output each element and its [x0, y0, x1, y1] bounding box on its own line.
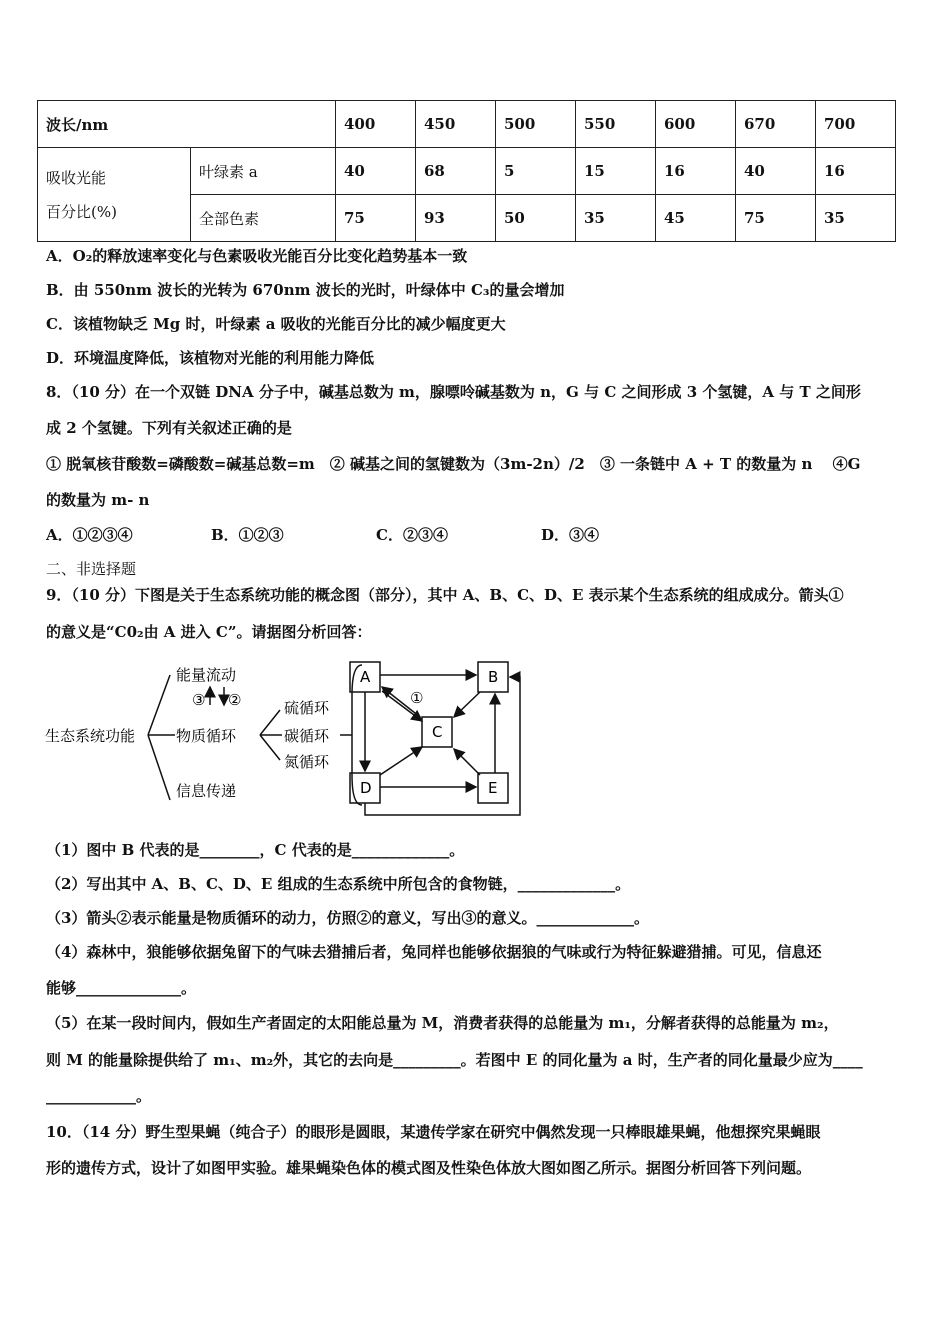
value-cell: 75 — [336, 195, 416, 242]
q9-sub5: 则 M 的能量除提供给了 m₁、m₂外，其它的去向是_________。若图中 E 的同化量为 a 时，生产者的同化量最少应为____ — [46, 1051, 863, 1069]
q8-option-a: A．①②③④ — [46, 526, 133, 544]
q9-stem: 9．（10 分）下图是关于生态系统功能的概念图（部分），其中 A、B、C、D、E 表示某个生态系统的组成成分。箭头① — [46, 586, 844, 604]
node-a: A — [360, 668, 371, 686]
node-d: D — [360, 779, 372, 797]
wavelength-cell: 450 — [416, 101, 496, 148]
value-cell: 15 — [576, 148, 656, 195]
q7-option-b: B．由 550nm 波长的光转为 670nm 波长的光时，叶绿体中 C₃的量会增加 — [46, 281, 565, 299]
wavelength-cell: 700 — [816, 101, 896, 148]
q8-stem: 成 2 个氢键。下列有关叙述正确的是 — [46, 419, 292, 437]
diagram-matter: 物质循环 — [176, 727, 237, 745]
q10-stem: 形的遗传方式，设计了如图甲实验。雄果蝇染色体的模式图及性染色体放大图如图乙所示。据图分析回答下列问题。 — [46, 1159, 812, 1177]
header-label: 波长/nm — [38, 101, 336, 148]
value-cell: 16 — [656, 148, 736, 195]
q9-sub4: 能够______________。 — [46, 979, 197, 997]
q7-option-c: C．该植物缺乏 Mg 时，叶绿素 a 吸收的光能百分比的减少幅度更大 — [46, 315, 506, 333]
diagram-arrow1: ① — [410, 689, 424, 707]
wavelength-cell: 500 — [496, 101, 576, 148]
wavelength-cell: 400 — [336, 101, 416, 148]
diagram-arrow2: ② — [228, 691, 242, 709]
value-cell: 45 — [656, 195, 736, 242]
absorption-table — [37, 100, 896, 242]
node-c: C — [432, 723, 443, 741]
q9-stem: 的意义是“C0₂由 A 进入 C”。请据图分析回答： — [46, 623, 372, 641]
row-label: 全部色素 — [191, 195, 336, 242]
value-cell: 50 — [496, 195, 576, 242]
value-cell: 40 — [336, 148, 416, 195]
q10-stem: 10．（14 分）野生型果蝇（纯合子）的眼形是圆眼，某遗传学家在研究中偶然发现一只棒眼雄果蝇，他想探究果蝇眼 — [46, 1123, 821, 1141]
q8-option-b: B．①②③ — [211, 526, 284, 544]
ecosystem-concept-diagram — [40, 655, 530, 823]
q9-sub4: （4）森林中，狼能够依据兔留下的气味去猎捕后者，兔同样也能够依据狼的气味或行为特征躲避猎捕。可见，信息还 — [46, 943, 822, 961]
section-heading: 二、非选择题 — [46, 560, 137, 578]
q9-sub2: （2）写出其中 A、B、C、D、E 组成的生态系统中所包含的食物链，_____________。 — [46, 875, 631, 893]
q9-sub1: （1）图中 B 代表的是________，C 代表的是_____________。 — [46, 841, 465, 859]
q8-option-d: D．③④ — [541, 526, 600, 544]
q8-statements: 的数量为 m- n — [46, 491, 150, 509]
value-cell: 16 — [816, 148, 896, 195]
diagram-sulfur: 硫循环 — [284, 699, 330, 717]
q8-options — [46, 525, 706, 545]
q7-option-d: D．环境温度降低，该植物对光能的利用能力降低 — [46, 349, 375, 367]
diagram-energy: 能量流动 — [176, 666, 237, 684]
table-row — [38, 148, 896, 195]
diagram-info: 信息传递 — [176, 782, 237, 800]
q9-sub5: （5）在某一段时间内，假如生产者固定的太阳能总量为 M，消费者获得的总能量为 m₁，分解者获得的总能量为 m₂， — [46, 1014, 839, 1032]
q9-sub5: ____________。 — [46, 1087, 152, 1105]
node-e: E — [488, 779, 498, 797]
value-cell: 40 — [736, 148, 816, 195]
diagram-root: 生态系统功能 — [45, 727, 136, 745]
value-cell: 35 — [816, 195, 896, 242]
q9-sub3: （3）箭头②表示能量是物质循环的动力，仿照②的意义，写出③的意义。_____________。 — [46, 909, 649, 927]
diagram-carbon: 碳循环 — [284, 727, 330, 745]
value-cell: 5 — [496, 148, 576, 195]
row-group-label — [38, 148, 191, 242]
wavelength-cell: 670 — [736, 101, 816, 148]
label-line: 吸收光能 — [46, 168, 107, 187]
diagram-arrow3: ③ — [192, 691, 206, 709]
label-line: 百分比(%) — [46, 202, 117, 221]
q8-stem: 8．（10 分）在一个双链 DNA 分子中，碱基总数为 m，腺嘌呤碱基数为 n，G 与 C 之间形成 3 个氢键，A 与 T 之间形 — [46, 383, 861, 401]
wavelength-cell: 550 — [576, 101, 656, 148]
value-cell: 93 — [416, 195, 496, 242]
value-cell: 35 — [576, 195, 656, 242]
value-cell: 68 — [416, 148, 496, 195]
node-b: B — [488, 668, 499, 686]
diagram-nitrogen: 氮循环 — [284, 753, 330, 771]
wavelength-cell: 600 — [656, 101, 736, 148]
q8-option-c: C．②③④ — [376, 526, 448, 544]
q8-statements: ① 脱氧核苷酸数=磷酸数=碱基总数=m ② 碱基之间的氢键数为（3m-2n）/2 ③ 一条链中 A + T 的数量为 n ④G — [46, 455, 861, 473]
value-cell: 75 — [736, 195, 816, 242]
row-label: 叶绿素 a — [191, 148, 336, 195]
q7-option-a: A．O₂的释放速率变化与色素吸收光能百分比变化趋势基本一致 — [46, 247, 468, 265]
